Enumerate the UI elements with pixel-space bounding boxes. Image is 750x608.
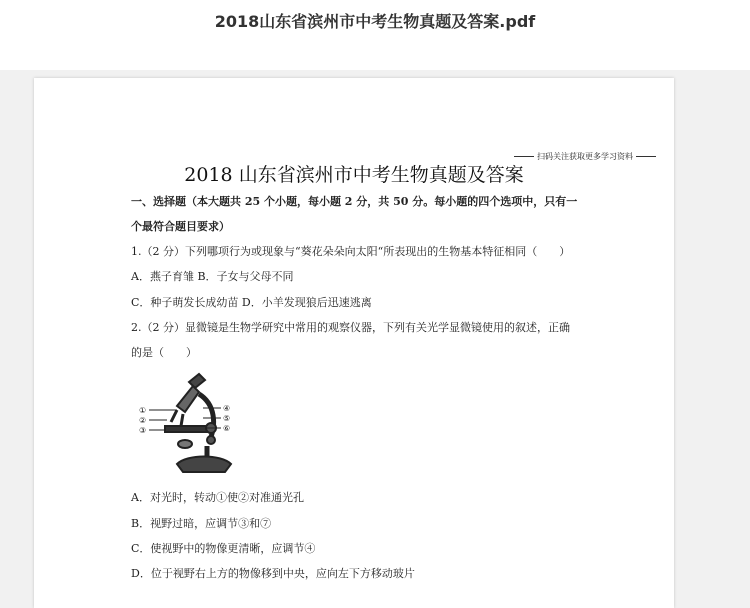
question-2-option-a: A．对光时，转动①使②对准通光孔 [131, 491, 304, 504]
file-title: 2018山东省滨州市中考生物真题及答案.pdf [214, 12, 536, 31]
question-1: 1.（2 分）下列哪项行为或现象与“葵花朵朵向太阳“所表现出的生物基本特征相同（ ） [131, 245, 571, 258]
question-2-line1: 2.（2 分）显微镜是生物学研究中常用的观察仪器，下列有关光学显微镜使用的叙述，正确 [131, 321, 570, 334]
microscope-figure [137, 368, 237, 478]
figure-label-4: ④ [223, 404, 231, 413]
question-2-option-d: D．位于视野右上方的物像移到中央，应向左下方移动玻片 [131, 567, 415, 580]
microscope-drawing [137, 368, 237, 478]
top-bar [0, 0, 750, 70]
document-title: 2018 山东省滨州市中考生物真题及答案 [184, 164, 524, 186]
watermark-dash-right [636, 156, 656, 157]
question-1-options-cd: C．种子萌发长成幼苗 D．小羊发现狼后迅速逃离 [131, 296, 372, 309]
section-heading-line2: 个最符合题目要求） [131, 220, 230, 233]
watermark-dash-left [514, 156, 534, 157]
watermark-text: 扫码关注获取更多学习资料 [537, 152, 633, 161]
figure-label-2: ② [139, 416, 147, 425]
document-page[interactable] [34, 78, 674, 608]
section-heading-line1: 一、选择题（本大题共 25 个小题，每小题 2 分，共 50 分。每小题的四个选项中，只有一 [131, 195, 578, 208]
question-2-line2: 的是（ ） [131, 346, 197, 359]
figure-label-6: ⑥ [223, 424, 231, 433]
figure-label-3: ③ [139, 426, 147, 435]
question-2-option-b: B．视野过暗，应调节③和⑦ [131, 517, 272, 530]
question-1-options-ab: A．燕子育雏 B．子女与父母不同 [131, 270, 294, 283]
question-2-option-c: C．使视野中的物像更清晰，应调节④ [131, 542, 316, 555]
figure-label-5: ⑤ [223, 414, 231, 423]
figure-label-1: ① [139, 406, 147, 415]
